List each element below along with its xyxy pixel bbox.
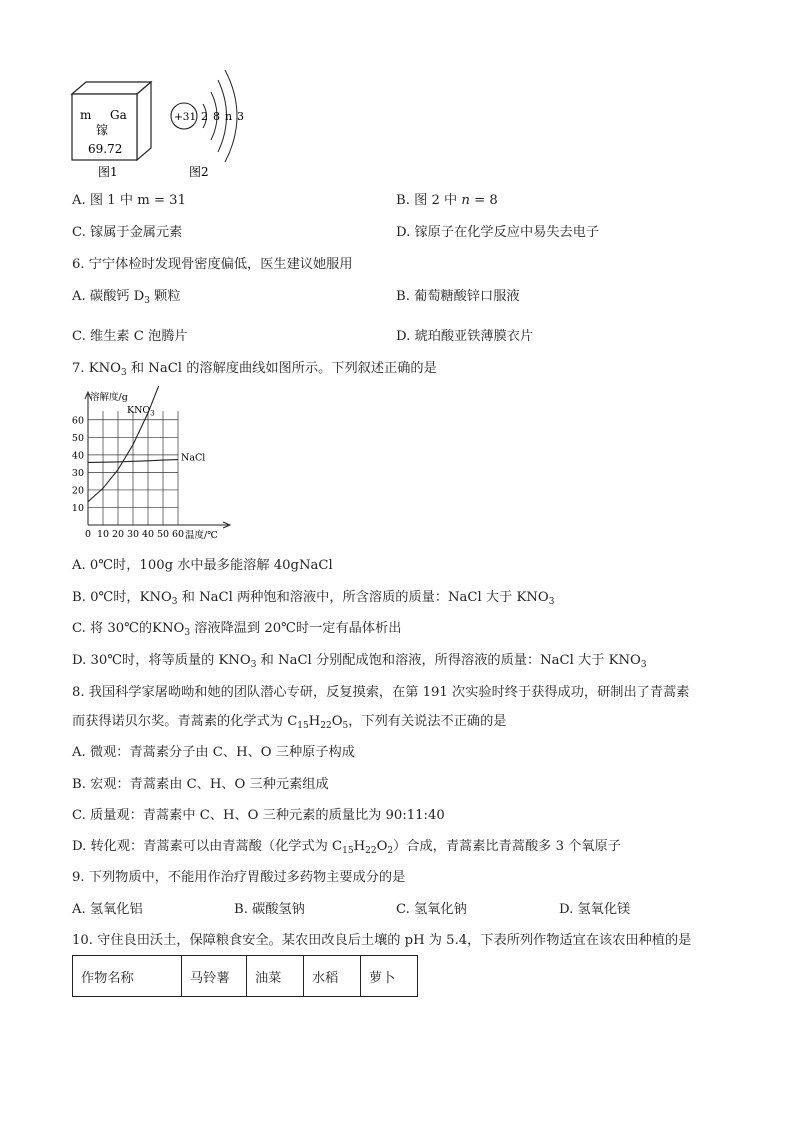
q7-option-c: C. 将 30℃的$KNO_3$ 溶液降温到 20℃时一定有晶体析出 bbox=[72, 621, 402, 638]
element-name: 镓 bbox=[96, 123, 109, 137]
element-box-figure bbox=[60, 78, 170, 180]
q9-option-d: D. 氢氧化镁 bbox=[559, 902, 631, 917]
x-tick-label: 60 bbox=[171, 529, 185, 540]
table-cell: 马铃薯 bbox=[182, 956, 247, 997]
q8-option-a: A. 微观：青蒿素分子由 C、H、O 三种原子构成 bbox=[72, 745, 355, 760]
x-axis-label: 温度/℃ bbox=[185, 530, 218, 541]
x-tick-label: 20 bbox=[111, 529, 125, 540]
q7-option-a: A. 0℃时，100g 水中最多能溶解 40gNaCl bbox=[72, 558, 333, 573]
table-row bbox=[73, 956, 418, 997]
q6-option-a: A. 碳酸钙 $D_3$ 颗粒 bbox=[72, 289, 181, 306]
shell-3: n bbox=[225, 110, 233, 123]
q8-option-c: C. 质量观：青蒿素中 C、H、O 三种元素的质量比为 90:11:40 bbox=[72, 808, 445, 823]
q6-option-b: B. 葡萄糖酸锌口服液 bbox=[396, 289, 520, 304]
table-cell: 萝卜 bbox=[361, 956, 418, 997]
y-tick-label: 60 bbox=[71, 415, 84, 427]
element-mass-symbol: m bbox=[80, 108, 92, 122]
y-tick-label: 30 bbox=[71, 467, 84, 479]
nucleus-charge: +31 bbox=[174, 111, 197, 123]
y-tick-label: 10 bbox=[71, 502, 84, 514]
q8-stem-line1: 8. 我国科学家屠呦呦和她的团队潜心专研，反复摸索，在第 191 次实验时终于获得成功，研制出了青蒿素 bbox=[72, 685, 690, 700]
q7-option-d: D. 30℃时，将等质量的 $KNO_3$ 和 NaCl 分别配成饱和溶液，所得溶液的质量：NaCl 大于 $KNO_3$ bbox=[72, 653, 647, 670]
y-tick-label: 50 bbox=[71, 432, 84, 444]
x-tick-label: 30 bbox=[126, 529, 140, 540]
q6-option-c: C. 维生素 C 泡腾片 bbox=[72, 329, 188, 344]
q5-option-b: B. 图 2 中 n = 8 bbox=[396, 193, 498, 208]
x-tick-label: 40 bbox=[141, 529, 155, 540]
q10-stem: 10. 守住良田沃土，保障粮食安全。某农田改良后土壤的 pH 为 5.4，下表所列作物适宜在该农田种植的是 bbox=[72, 933, 692, 948]
q9-option-c: C. 氢氧化钠 bbox=[396, 902, 467, 917]
q9-option-a: A. 氢氧化铝 bbox=[72, 902, 143, 917]
q5-option-a: A. 图 1 中 m = 31 bbox=[72, 193, 186, 208]
shell-2: 8 bbox=[213, 110, 220, 123]
crop-table bbox=[72, 955, 418, 997]
series-label-nacl: NaCl bbox=[181, 452, 206, 464]
q8-stem-line2: 而获得诺贝尔奖。青蒿素的化学式为 $C_{15}H_{22}O_5$，下列有关说法不正确的是 bbox=[72, 714, 507, 731]
atom-structure-figure bbox=[165, 64, 255, 180]
y-tick-label: 40 bbox=[71, 450, 84, 462]
table-cell: 水稻 bbox=[304, 956, 361, 997]
figure2-caption: 图2 bbox=[189, 165, 209, 179]
q8-option-d: D. 转化观：青蒿素可以由青蒿酸（化学式为 $C_{15}H_{22}O_2$）合成，青蒿素比青蒿酸多 3 个氧原子 bbox=[72, 839, 621, 856]
x-tick-label: 50 bbox=[156, 529, 170, 540]
shell-4: 3 bbox=[237, 110, 244, 123]
shell-1: 2 bbox=[201, 110, 208, 123]
q6-option-d: D. 琥珀酸亚铁薄膜衣片 bbox=[396, 329, 534, 344]
figure1-caption: 图1 bbox=[98, 165, 118, 179]
x-tick-label: 0 bbox=[84, 529, 92, 540]
q8-option-b: B. 宏观：青蒿素由 C、H、O 三种元素组成 bbox=[72, 777, 329, 792]
q7-stem: 7. $KNO_3$ 和 NaCl 的溶解度曲线如图所示。下列叙述正确的是 bbox=[72, 361, 437, 378]
element-symbol: Ga bbox=[110, 108, 127, 122]
q7-option-b: B. 0℃时，$KNO_3$ 和 NaCl 两种饱和溶液中，所含溶质的质量：NaCl 大于 $KNO_3$ bbox=[72, 590, 555, 607]
q5-option-c: C. 镓属于金属元素 bbox=[72, 225, 183, 240]
q9-option-b: B. 碳酸氢钠 bbox=[234, 902, 305, 917]
element-mass: 69.72 bbox=[88, 142, 123, 156]
table-cell-header: 作物名称 bbox=[73, 956, 182, 997]
y-tick-label: 20 bbox=[71, 485, 84, 497]
q5-option-d: D. 镓原子在化学反应中易失去电子 bbox=[396, 225, 600, 240]
solubility-chart bbox=[68, 386, 248, 546]
x-tick-label: 10 bbox=[96, 529, 110, 540]
q6-stem: 6. 宁宁体检时发现骨密度偏低，医生建议她服用 bbox=[72, 257, 353, 272]
series-label-kno3: $KNO_3$ bbox=[127, 405, 155, 418]
series-line-kno3 bbox=[88, 386, 174, 502]
q9-stem: 9. 下列物质中，不能用作治疗胃酸过多药物主要成分的是 bbox=[72, 870, 406, 885]
table-cell: 油菜 bbox=[247, 956, 304, 997]
y-axis-label: 溶解度/g bbox=[90, 392, 128, 403]
